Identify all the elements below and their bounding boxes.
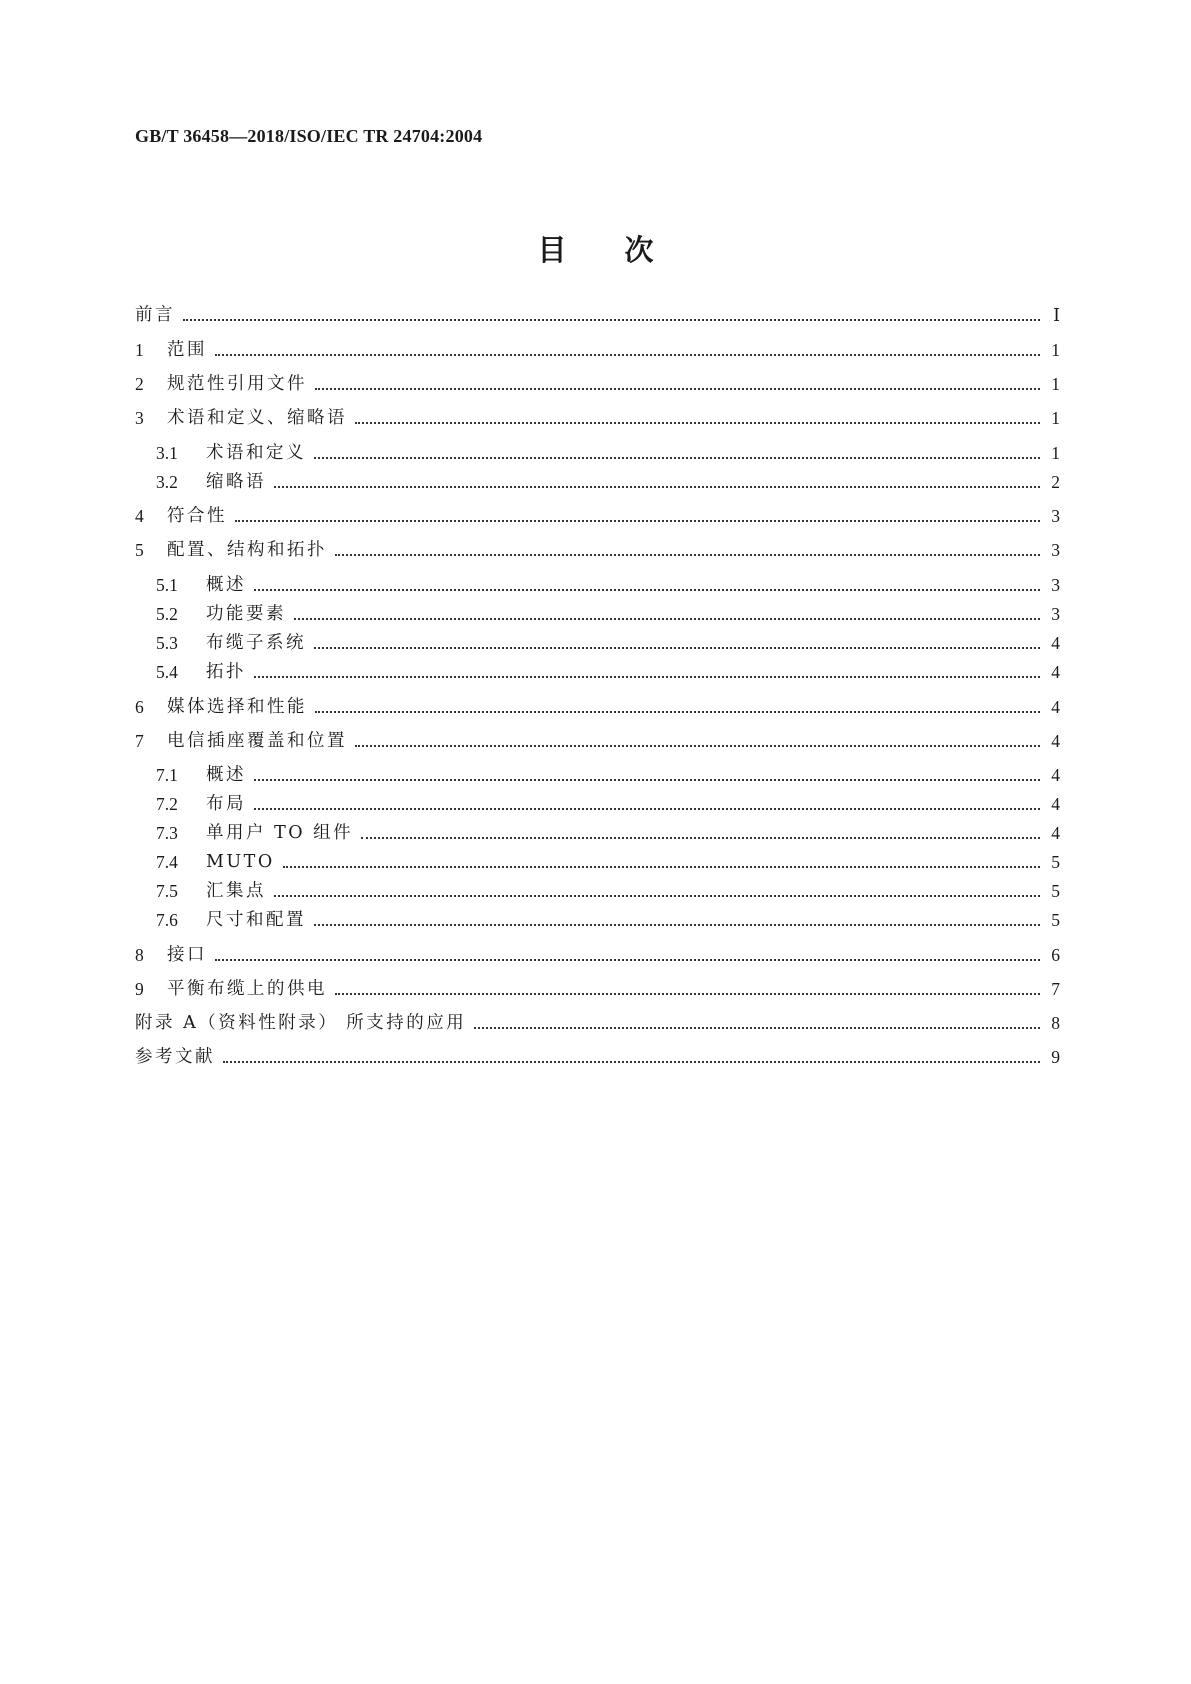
toc-entry[interactable] — [135, 337, 1060, 363]
toc-leader-dots — [314, 924, 1040, 926]
toc-entry-label: 媒体选择和性能 — [167, 697, 307, 717]
toc-entry-page: 1 — [1051, 340, 1060, 360]
toc-entry[interactable] — [135, 976, 1060, 1002]
toc-entry-page: 1 — [1051, 443, 1060, 463]
toc-entry-number: 7.3 — [156, 823, 178, 843]
toc-entry-page: 4 — [1051, 765, 1060, 785]
toc-leader-dots — [254, 589, 1040, 591]
toc-leader-dots — [315, 388, 1040, 390]
toc-entry[interactable] — [135, 440, 1060, 466]
toc-entry-label: 规范性引用文件 — [167, 374, 307, 394]
toc-leader-dots — [254, 779, 1040, 781]
toc-leader-dots — [314, 457, 1040, 459]
toc-leader-dots — [315, 711, 1040, 713]
toc-entry-number: 7 — [135, 731, 144, 751]
toc-leader-dots — [314, 647, 1040, 649]
toc-entry-label: 配置、结构和拓扑 — [167, 540, 327, 560]
toc-entry-label: 单用户 TO 组件 — [206, 823, 354, 843]
toc-entry-label: 尺寸和配置 — [206, 910, 306, 930]
toc-entry-label: 术语和定义 — [206, 443, 306, 463]
toc-entry-page: 8 — [1051, 1013, 1060, 1033]
toc-entry-number: 4 — [135, 506, 144, 526]
toc-entry[interactable] — [135, 405, 1060, 431]
toc-entry-page: 1 — [1051, 374, 1060, 394]
toc-entry-label: 范围 — [167, 340, 207, 360]
toc-entry-number: 3.2 — [156, 472, 178, 492]
toc-entry-page: 9 — [1051, 1047, 1060, 1067]
toc-entry-number: 6 — [135, 697, 144, 717]
toc-leader-dots — [355, 422, 1040, 424]
toc-entry-page: 4 — [1051, 794, 1060, 814]
toc-entry-label: 前言 — [135, 305, 175, 325]
toc-entry-page: 4 — [1051, 633, 1060, 653]
toc-entry[interactable] — [135, 942, 1060, 968]
toc-entry-page: 2 — [1051, 472, 1060, 492]
toc-entry-number: 1 — [135, 340, 144, 360]
toc-entry-label: 参考文献 — [135, 1047, 215, 1067]
toc-entry-number: 3 — [135, 408, 144, 428]
toc-entry-number: 7.4 — [156, 852, 178, 872]
toc-entry-page: Ⅰ — [1053, 305, 1060, 325]
toc-entry-page: 1 — [1051, 408, 1060, 428]
page-title: 目次 — [537, 233, 712, 267]
toc-entry[interactable] — [135, 1010, 1060, 1036]
toc-entry-label: 附录 A（资料性附录） 所支持的应用 — [135, 1013, 467, 1033]
toc-entry-number: 5.1 — [156, 575, 178, 595]
toc-entry-label: 缩略语 — [206, 472, 266, 492]
toc-entry[interactable] — [135, 791, 1060, 817]
toc-leader-dots — [223, 1061, 1040, 1063]
toc-entry[interactable] — [135, 878, 1060, 904]
toc-entry-label: 电信插座覆盖和位置 — [167, 731, 347, 751]
toc-entry-number: 2 — [135, 374, 144, 394]
toc-entry-number: 7.2 — [156, 794, 178, 814]
toc-entry-page: 5 — [1051, 881, 1060, 901]
toc-entry-label: 概述 — [206, 765, 246, 785]
toc-leader-dots — [254, 676, 1040, 678]
toc-entry-number: 7.1 — [156, 765, 178, 785]
toc-leader-dots — [215, 354, 1040, 356]
toc-leader-dots — [294, 618, 1040, 620]
toc-entry[interactable] — [135, 503, 1060, 529]
toc-entry-number: 8 — [135, 945, 144, 965]
toc-entry-number: 7.5 — [156, 881, 178, 901]
toc-entry[interactable] — [135, 1044, 1060, 1070]
toc-entry-page: 3 — [1051, 604, 1060, 624]
toc-entry-page: 5 — [1051, 910, 1060, 930]
toc-entry-label: 平衡布缆上的供电 — [167, 979, 327, 999]
toc-entry[interactable] — [135, 659, 1060, 685]
toc-leader-dots — [283, 866, 1040, 868]
toc-entry[interactable] — [135, 849, 1060, 875]
toc-entry-label: 概述 — [206, 575, 246, 595]
toc-entry-page: 7 — [1051, 979, 1060, 999]
toc-entry-page: 3 — [1051, 575, 1060, 595]
toc-entry[interactable] — [135, 820, 1060, 846]
toc-entry[interactable] — [135, 572, 1060, 598]
toc-leader-dots — [254, 808, 1040, 810]
toc-leader-dots — [183, 319, 1040, 321]
toc-entry-number: 5.4 — [156, 662, 178, 682]
toc-entry-label: 布缆子系统 — [206, 633, 306, 653]
toc-entry-label: 功能要素 — [206, 604, 286, 624]
toc-entry[interactable] — [135, 630, 1060, 656]
toc-entry-label: 布局 — [206, 794, 246, 814]
toc-entry-label: 符合性 — [167, 506, 227, 526]
toc-entry-page: 4 — [1051, 823, 1060, 843]
toc-leader-dots — [274, 895, 1040, 897]
toc-entry-number: 9 — [135, 979, 144, 999]
toc-entry-number: 3.1 — [156, 443, 178, 463]
toc-leader-dots — [274, 486, 1040, 488]
toc-entry[interactable] — [135, 302, 1060, 328]
toc-entry[interactable] — [135, 537, 1060, 563]
toc-entry[interactable] — [135, 601, 1060, 627]
toc-entry-page: 6 — [1051, 945, 1060, 965]
toc-entry-page: 3 — [1051, 540, 1060, 560]
toc-entry[interactable] — [135, 371, 1060, 397]
standard-number: GB/T 36458—2018/ISO/IEC TR 24704:2004 — [135, 126, 483, 146]
toc-entry-label: 拓扑 — [206, 662, 246, 682]
toc-entry-page: 4 — [1051, 731, 1060, 751]
toc-leader-dots — [335, 554, 1040, 556]
toc-entry-page: 4 — [1051, 697, 1060, 717]
toc-leader-dots — [355, 745, 1040, 747]
toc-entry-label: 汇集点 — [206, 881, 266, 901]
toc-entry-label: 术语和定义、缩略语 — [167, 408, 347, 428]
toc-entry-number: 5.2 — [156, 604, 178, 624]
toc-entry[interactable] — [135, 694, 1060, 720]
toc-leader-dots — [215, 959, 1040, 961]
toc-leader-dots — [335, 993, 1040, 995]
toc-entry-label: 接口 — [167, 945, 207, 965]
toc-entry[interactable] — [135, 728, 1060, 754]
toc-leader-dots — [361, 837, 1040, 839]
toc-entry-number: 5 — [135, 540, 144, 560]
toc-entry-page: 3 — [1051, 506, 1060, 526]
toc-leader-dots — [474, 1027, 1040, 1029]
toc-entry[interactable] — [135, 469, 1060, 495]
toc-entry-number: 7.6 — [156, 910, 178, 930]
toc-entry-number: 5.3 — [156, 633, 178, 653]
toc-leader-dots — [235, 520, 1040, 522]
toc-entry-page: 4 — [1051, 662, 1060, 682]
toc-entry-label: MUTO — [206, 852, 275, 872]
toc-entry[interactable] — [135, 762, 1060, 788]
toc-entry[interactable] — [135, 907, 1060, 933]
toc-entry-page: 5 — [1051, 852, 1060, 872]
